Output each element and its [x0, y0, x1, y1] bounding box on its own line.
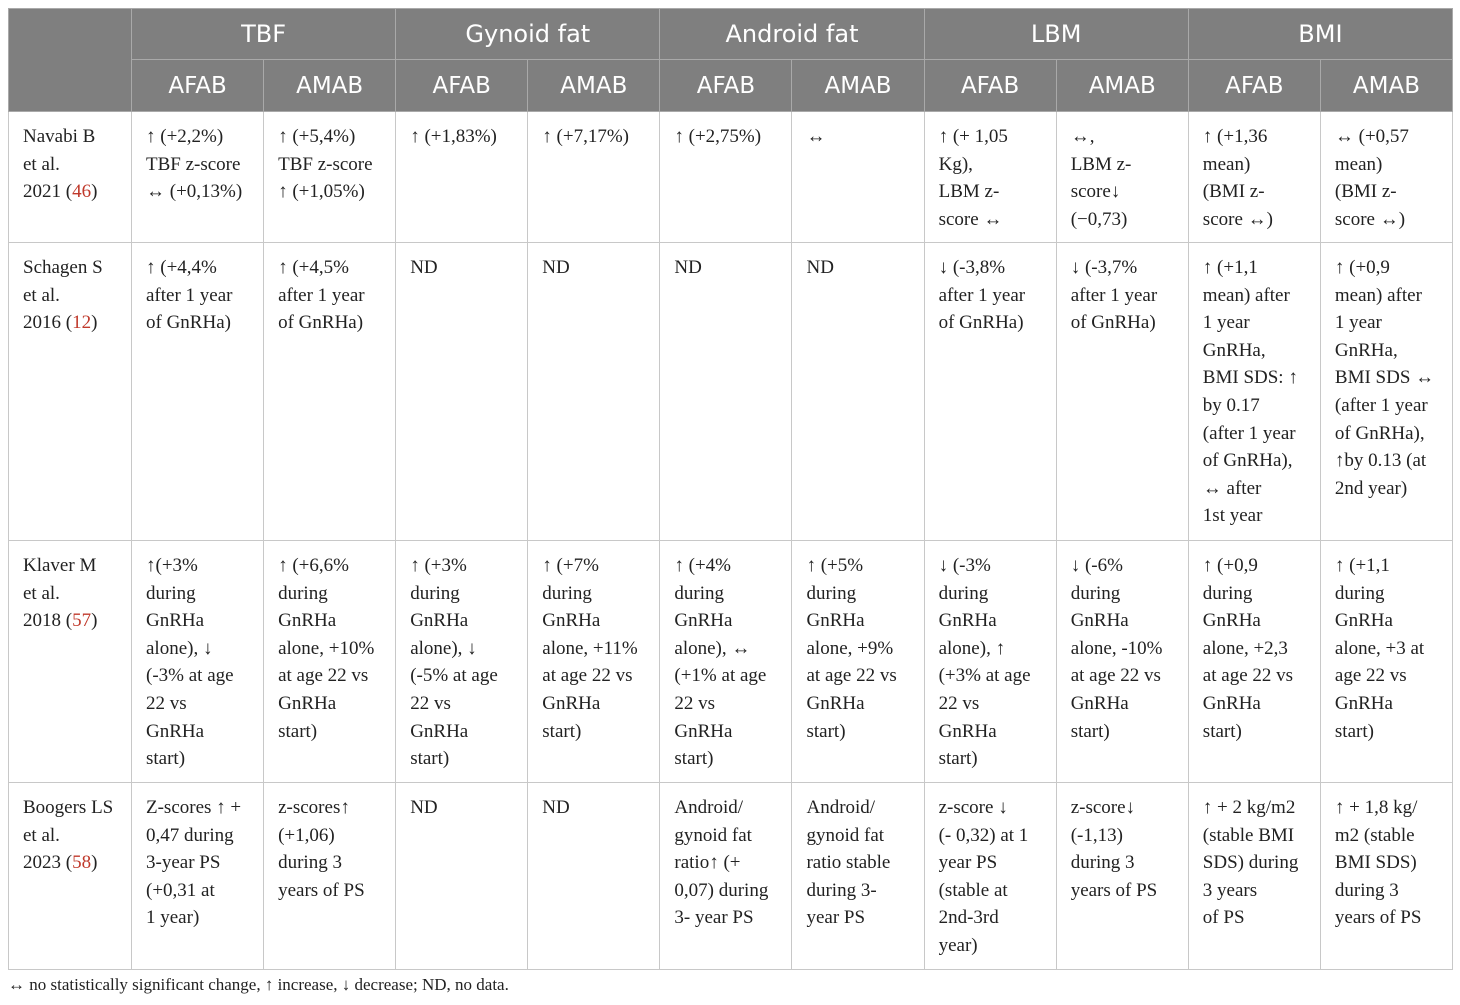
table-cell: ↑(+3% during GnRHa alone), ↓ (-3% at age 22 vs GnRHa start): [132, 541, 264, 783]
study-label-close: ): [91, 312, 98, 334]
table-cell: ↓ (-3% during GnRHa alone), ↑ (+3% at age 22 vs GnRHa start): [924, 541, 1056, 783]
table-cell: ↑ (+2,2%) TBF z-score ↔ (+0,13%): [132, 112, 264, 243]
table-cell: ↑ (+6,6% during GnRHa alone, +10% at age 22 vs GnRHa start): [264, 541, 396, 783]
table-cell: ↓ (-3,8% after 1 year of GnRHa): [924, 243, 1056, 541]
table-cell: ↑ (+1,83%): [396, 112, 528, 243]
table-cell: ↑ + 2 kg/m2 (stable BMI SDS) during 3 years of PS: [1188, 783, 1320, 970]
table-cell: z-scores↑ (+1,06) during 3 years of PS: [264, 783, 396, 970]
table-cell: z-score↓ (-1,13) during 3 years of PS: [1056, 783, 1188, 970]
table-row: [9, 243, 1453, 541]
header-group: Gynoid fat: [396, 9, 660, 60]
table-cell: ND: [528, 783, 660, 970]
table-row: [9, 541, 1453, 783]
reference-link[interactable]: 57: [72, 610, 92, 632]
header-sub: AMAB: [1320, 60, 1452, 112]
table-cell: ↔ (+0,57 mean) (BMI z- score ↔): [1320, 112, 1452, 243]
study-label-close: ): [91, 181, 98, 203]
table-cell: Z-scores ↑ + 0,47 during 3-year PS (+0,31 at 1 year): [132, 783, 264, 970]
table-cell: ↑ (+4,5% after 1 year of GnRHa): [264, 243, 396, 541]
reference-link[interactable]: 12: [72, 312, 92, 334]
table-row: [9, 112, 1453, 243]
table-cell: ↑ (+1,1 during GnRHa alone, +3 at age 22 vs GnRHa start): [1320, 541, 1452, 783]
header-row-groups: [9, 9, 1453, 60]
body-composition-table: [8, 8, 1453, 970]
table-cell: ↑ (+7,17%): [528, 112, 660, 243]
table-cell: ↔, LBM z- score↓ (−0,73): [1056, 112, 1188, 243]
table-footnote: ↔ no statistically significant change, ↑ increase, ↓ decrease; ND, no data.: [8, 975, 509, 994]
header-sub: AFAB: [1188, 60, 1320, 112]
table-cell: ND: [528, 243, 660, 541]
study-label: Schagen S et al. 2016 (: [23, 257, 103, 334]
table-cell: ↑ (+0,9 mean) after 1 year GnRHa, BMI SDS ↔ (after 1 year of GnRHa), ↑by 0.13 (at 2nd year): [1320, 243, 1452, 541]
header-group: LBM: [924, 9, 1188, 60]
header-sub: AMAB: [264, 60, 396, 112]
table-cell: ↔: [792, 112, 924, 243]
header-sub: AFAB: [924, 60, 1056, 112]
study-header: [9, 9, 132, 112]
table-cell: ↑ (+2,75%): [660, 112, 792, 243]
table-cell: ↑ (+1,1 mean) after 1 year GnRHa, BMI SDS: ↑ by 0.17 (after 1 year of GnRHa), ↔ after 1st year: [1188, 243, 1320, 541]
table-cell: ↓ (-3,7% after 1 year of GnRHa): [1056, 243, 1188, 541]
study-cell: [9, 112, 132, 243]
study-label-close: ): [91, 852, 98, 874]
header-sub: AMAB: [1056, 60, 1188, 112]
header-group: TBF: [132, 9, 396, 60]
table-cell: ↑ (+7% during GnRHa alone, +11% at age 22 vs GnRHa start): [528, 541, 660, 783]
study-cell: [9, 541, 132, 783]
table-cell: Android/ gynoid fat ratio stable during 3- year PS: [792, 783, 924, 970]
table-cell: ↑ (+5% during GnRHa alone, +9% at age 22 vs GnRHa start): [792, 541, 924, 783]
table-cell: ND: [792, 243, 924, 541]
table-cell: ↑ (+ 1,05 Kg), LBM z- score ↔: [924, 112, 1056, 243]
table-row: [9, 783, 1453, 970]
header-group: BMI: [1188, 9, 1452, 60]
header-row-subgroups: [9, 60, 1453, 112]
table-cell: ↑ (+0,9 during GnRHa alone, +2,3 at age 22 vs GnRHa start): [1188, 541, 1320, 783]
table-body: [9, 112, 1453, 970]
header-sub: AMAB: [792, 60, 924, 112]
table-cell: ND: [660, 243, 792, 541]
table-cell: ↓ (-6% during GnRHa alone, -10% at age 22 vs GnRHa start): [1056, 541, 1188, 783]
study-cell: [9, 243, 132, 541]
table-cell: ↑ + 1,8 kg/ m2 (stable BMI SDS) during 3 years of PS: [1320, 783, 1452, 970]
table-cell: ↑ (+4% during GnRHa alone), ↔ (+1% at age 22 vs GnRHa start): [660, 541, 792, 783]
reference-link[interactable]: 46: [72, 181, 92, 203]
table-cell: ↑ (+1,36 mean) (BMI z- score ↔): [1188, 112, 1320, 243]
header-sub: AFAB: [396, 60, 528, 112]
table-cell: ND: [396, 243, 528, 541]
header-sub: AMAB: [528, 60, 660, 112]
reference-link[interactable]: 58: [72, 852, 92, 874]
header-group: Android fat: [660, 9, 924, 60]
study-cell: [9, 783, 132, 970]
table-container: [8, 8, 1452, 970]
table-cell: ND: [396, 783, 528, 970]
table-cell: ↑ (+3% during GnRHa alone), ↓ (-5% at age 22 vs GnRHa start): [396, 541, 528, 783]
table-cell: Android/ gynoid fat ratio↑ (+ 0,07) during 3- year PS: [660, 783, 792, 970]
table-cell: ↑ (+4,4% after 1 year of GnRHa): [132, 243, 264, 541]
header-sub: AFAB: [132, 60, 264, 112]
table-cell: z-score ↓ (- 0,32) at 1 year PS (stable at 2nd-3rd year): [924, 783, 1056, 970]
header-sub: AFAB: [660, 60, 792, 112]
table-cell: ↑ (+5,4%) TBF z-score ↑ (+1,05%): [264, 112, 396, 243]
study-label-close: ): [91, 610, 98, 632]
study-label: Boogers LS et al. 2023 (: [23, 797, 114, 874]
study-label: Klaver M et al. 2018 (: [23, 555, 97, 632]
study-label: Navabi B et al. 2021 (: [23, 126, 96, 203]
